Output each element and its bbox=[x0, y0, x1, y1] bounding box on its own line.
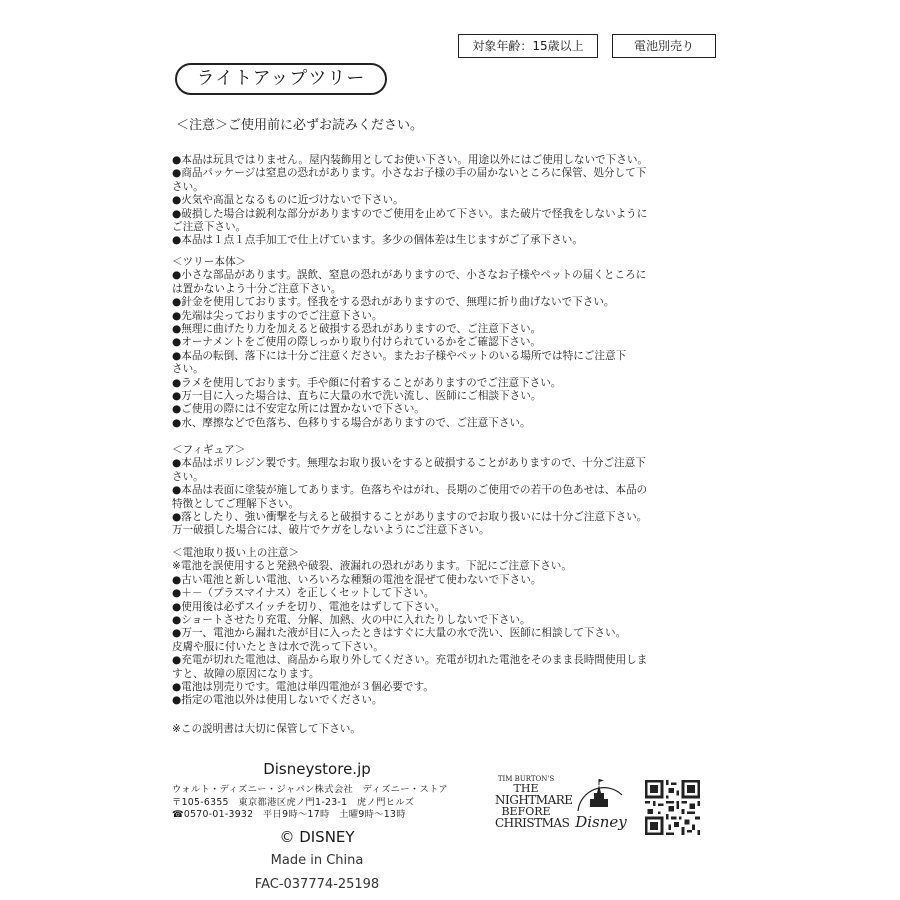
text-line: ●本品の転倒、落下には十分ご注意ください。またお子様やペットのいる場所では特にご注意下 bbox=[172, 349, 627, 362]
text-line: ●電池は別売りです。電池は単四電池が３個必要です。 bbox=[172, 681, 434, 694]
text-line: ●本品は表面に塗装が施してあります。色落ちやはがれ、長期のご使用での若干の色あせは、本品の bbox=[172, 484, 648, 497]
notice-heading: ＜注意＞ご使用前に必ずお読みください。 bbox=[176, 118, 424, 133]
text-line: ●＋－（プラスマイナス）を正しくセットして下さい。 bbox=[172, 587, 435, 600]
text-line: ●使用後は必ずスイッチを切り、電池をはずして下さい。 bbox=[172, 600, 446, 613]
text-line: ●充電が切れた電池は、商品から取り外してください。充電が切れた電池をそのまま長時間使用しま bbox=[172, 654, 648, 667]
text-line: ●針金を使用しております。怪我をする恐れがありますので、無理に折り曲げないで下さい。 bbox=[172, 296, 615, 309]
text-line: ●商品パッケージは窒息の恐れがあります。小さなお子様の手の届かないところに保管、処分して下 bbox=[172, 167, 647, 180]
text-line: ●本品は１点１点手加工で仕上げています。多少の個体差は生じますがご了承下さい。 bbox=[172, 234, 583, 247]
text-line: ●落としたり、強い衝撃を与えると破損することがありますのでお取り扱いには十分ご注意下さい。 bbox=[172, 511, 648, 524]
text-line: は置かないよう十分ご注意下さい。 bbox=[172, 282, 342, 295]
text-line: ●小さな部品があります。誤飲、窒息の恐れがありますので、小さなお子様やペットの届くところに bbox=[172, 269, 647, 282]
disney-castle-logo-icon bbox=[570, 777, 632, 839]
text-line: ●火気や高温となるものに近づけないで下さい。 bbox=[172, 194, 404, 207]
section-heading: ＜フィギュア＞ bbox=[172, 444, 246, 456]
text-line: さい。 bbox=[172, 363, 204, 376]
text-line: ●水、摩擦などで色落ち、色移りする場合がありますので、ご注意下さい。 bbox=[172, 416, 531, 429]
text-line: さい。 bbox=[172, 180, 204, 193]
section-heading: ＜電池取り扱い上の注意＞ bbox=[172, 547, 300, 559]
section-tree bbox=[172, 256, 717, 430]
age-rating-box: 対象年齢：15歳以上 bbox=[458, 34, 598, 58]
text-line: ●本品はポリレジン製です。無理なお取り扱いをすると破損することがありますので、十分ご注意下 bbox=[172, 457, 646, 470]
text-line: ●破損した場合は鋭利な部分がありますのでご使用を止めて下さい。また破片で怪我をしないように bbox=[172, 207, 648, 220]
battery-sold-separately-box: 電池別売り bbox=[612, 34, 716, 58]
svg-text:Disney: Disney bbox=[575, 813, 627, 831]
text-line: ご注意下さい。 bbox=[172, 221, 247, 234]
address: 〒105-6355 東京都港区虎ノ門1-23-1 虎ノ門ヒルズ bbox=[172, 796, 415, 808]
text-line: 皮膚や服に付いたときは水で洗って下さい。 bbox=[172, 640, 384, 653]
logo-row bbox=[495, 775, 715, 845]
nightmare-before-christmas-logo: TIM BURTON'S THE NIGHTMARE BEFORE CHRISTMAS bbox=[495, 775, 573, 830]
text-line: ●先端は尖っておりますのでご注意下さい。 bbox=[172, 309, 383, 322]
text-line: ●オーナメントをご使用の際しっかり取り付けられているかをご確認下さい。 bbox=[172, 336, 542, 349]
footer-info bbox=[172, 760, 462, 892]
text-line: ●本品は玩具ではりません。屋内装飾用としてお使い下さい。用途以外にはご使用しないで下さい。 bbox=[172, 154, 649, 166]
text-line: 特徴としてご理解下さい。 bbox=[172, 497, 300, 510]
text-line: ●古い電池と新しい電池、いろいろな種類の電池を混ぜて使わないで下さい。 bbox=[172, 573, 542, 586]
copyright: © DISNEY bbox=[279, 827, 355, 846]
section-general bbox=[172, 154, 717, 248]
text-line: 万一破損した場合には、破片でケガをしないようにご注意下さい。 bbox=[172, 524, 490, 537]
section-figure bbox=[172, 444, 717, 538]
text-line: ●万一目に入った場合は、直ちに大量の水で洗い流し、医師にご相談下さい。 bbox=[172, 390, 542, 403]
text-line: すと、故障の原因になります。 bbox=[172, 667, 320, 680]
text-line: ●万一、電池から漏れた液が目に入ったときはすぐに大量の水で洗い、医師に相談して下さい。 bbox=[172, 627, 627, 640]
text-line: ●ラメを使用しております。手や顔に付着することがありますのでご注意下さい。 bbox=[172, 376, 562, 389]
website-link[interactable]: Disneystore.jp bbox=[263, 760, 371, 778]
company-name: ウォルト・ディズニー・ジャパン株式会社 ディズニー・ストア bbox=[172, 784, 448, 795]
qr-code-icon[interactable] bbox=[645, 780, 700, 835]
product-title: ライトアップツリー bbox=[175, 63, 387, 95]
keep-manual-note: ※この説明書は大切に保管して下さい。 bbox=[172, 723, 361, 735]
made-in: Made in China bbox=[270, 852, 364, 868]
text-line: ●ご使用の際には不安定な所には置かないで下さい。 bbox=[172, 403, 425, 416]
section-battery bbox=[172, 547, 717, 708]
text-line: ●ショートさせたり充電、分解、加熱、火の中に入れたりしないで下さい。 bbox=[172, 614, 531, 627]
phone: ☎0570-01-3932 平日9時～17時 土曜9時～13時 bbox=[172, 809, 406, 820]
text-line: ※電池を誤使用すると発熱や破裂、液漏れの恐れがあります。下記にご注意下さい。 bbox=[172, 560, 572, 573]
text-line: ●指定の電池以外は使用しないでください。 bbox=[172, 694, 383, 707]
section-heading: ＜ツリー本体＞ bbox=[172, 256, 247, 268]
product-code: FAC-037774-25198 bbox=[254, 876, 380, 892]
text-line: さい。 bbox=[172, 470, 204, 483]
text-line: ●無理に曲げたり力を加えると破損する恐れがありますので、ご注意下さい。 bbox=[172, 323, 542, 336]
